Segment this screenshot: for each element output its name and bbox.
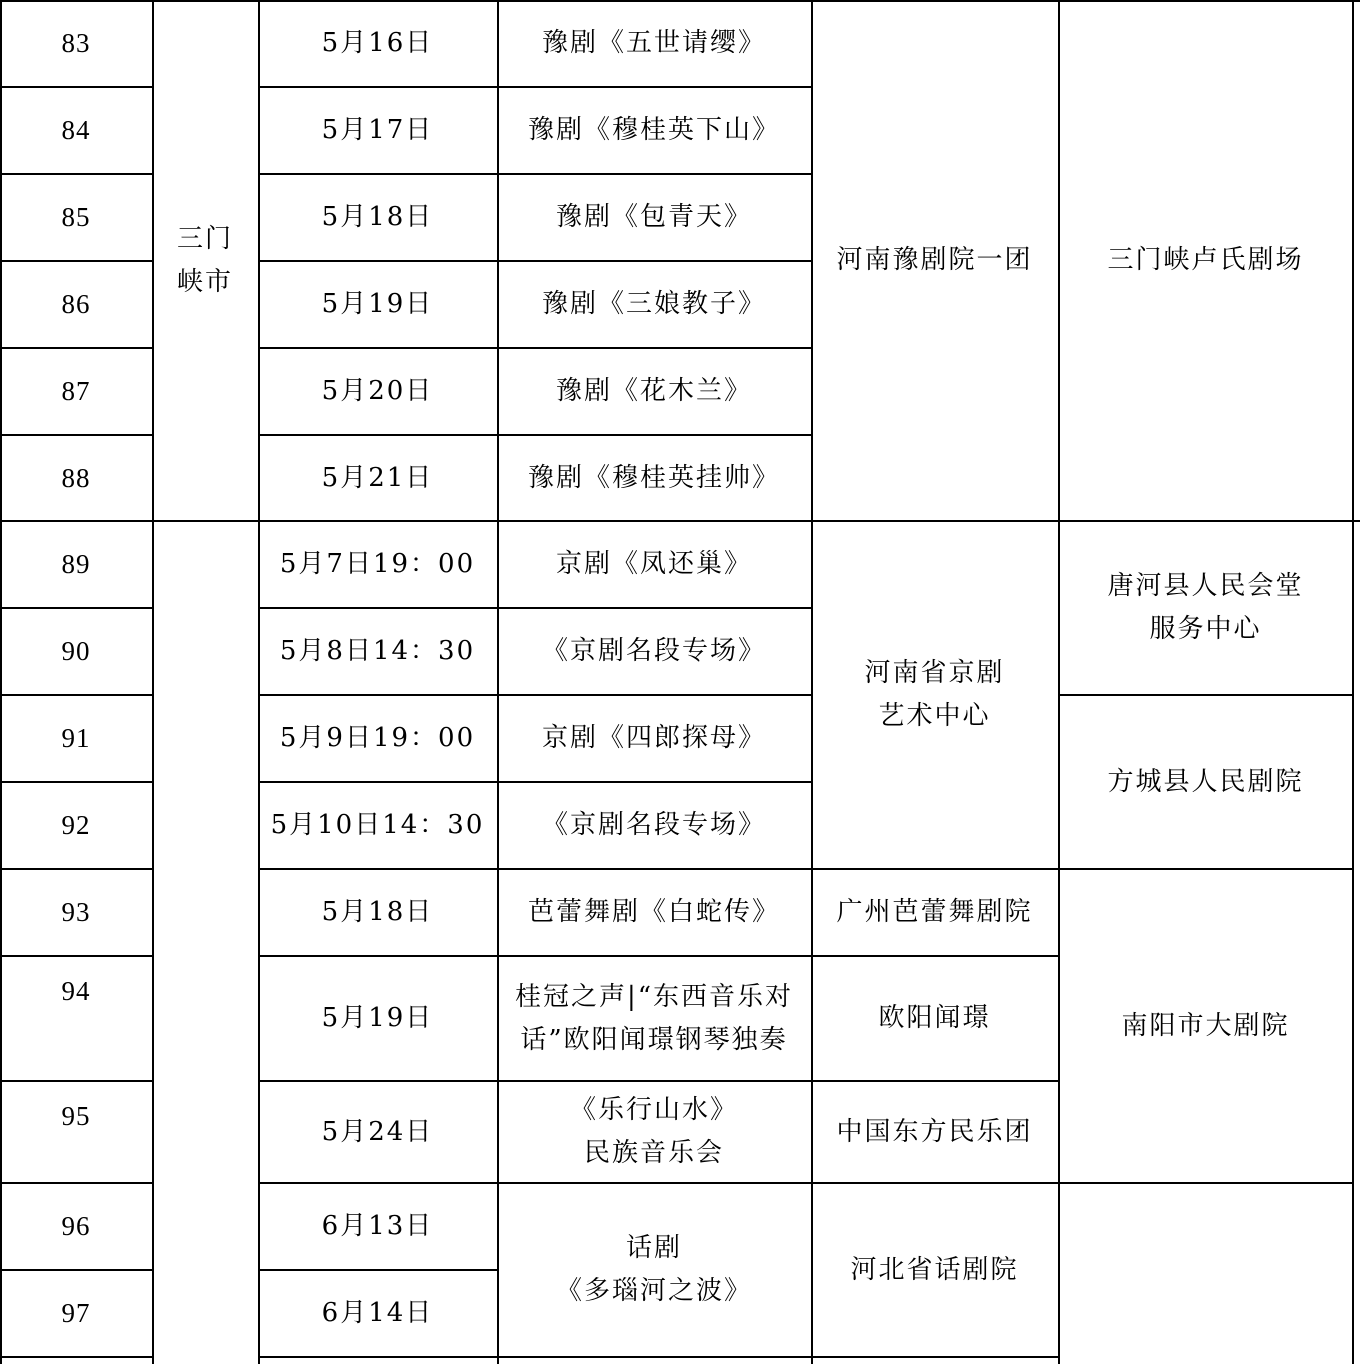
- row-date: 6月13日: [321, 1211, 434, 1241]
- row-border: [0, 1080, 152, 1082]
- troupe-cell: 欧阳闻璟: [878, 1003, 991, 1033]
- row-date: 5月9日19：00: [279, 723, 476, 753]
- program-cell: 话剧 《多瑙河之波》: [555, 1233, 752, 1306]
- row-date: 5月20日: [321, 376, 434, 406]
- row-program: 《乐行山水》 民族音乐会: [569, 1095, 738, 1168]
- row-border: [0, 520, 1360, 522]
- row-date: 5月10日14：30: [270, 810, 485, 840]
- row-program: 京剧《四郎探母》: [541, 723, 766, 753]
- row-number: 92: [61, 810, 91, 840]
- row-date: 5月18日: [321, 897, 434, 927]
- row-program: 桂冠之声|“东西音乐对 话”欧阳闻璟钢琴独奏: [514, 981, 794, 1055]
- row-border: [0, 955, 152, 957]
- row-number: 95: [61, 1101, 91, 1131]
- venue-cell: 三门峡卢氏剧场: [1107, 245, 1304, 275]
- venue-cell: 南阳市大剧院: [1121, 1010, 1290, 1041]
- row-date: 5月24日: [321, 1116, 434, 1147]
- row-program: 豫剧《穆桂英下山》: [527, 115, 780, 145]
- row-border: [258, 955, 1058, 957]
- row-date: 5月8日14：30: [279, 636, 476, 666]
- troupe-cell: 广州芭蕾舞剧院: [836, 897, 1033, 927]
- row-program: 京剧《凤还巢》: [555, 549, 752, 579]
- row-border: [258, 434, 811, 436]
- row-border: [258, 781, 811, 783]
- row-border: [258, 347, 811, 349]
- row-border: [0, 1182, 152, 1184]
- row-border: [258, 1182, 1353, 1184]
- row-border: [258, 694, 811, 696]
- row-number: 93: [61, 897, 91, 927]
- row-number: 85: [61, 202, 91, 232]
- row-date: 6月14日: [321, 1298, 434, 1328]
- troupe-cell: 河南省京剧 艺术中心: [864, 658, 1005, 731]
- column-border: [0, 0, 2, 1364]
- row-border: [258, 868, 1353, 870]
- row-program: 豫剧《包青天》: [555, 202, 752, 232]
- venue-cell: 方城县人民剧院: [1107, 766, 1304, 797]
- row-border: [0, 607, 152, 609]
- column-border: [152, 0, 154, 1364]
- row-date: 5月19日: [321, 1003, 434, 1033]
- troupe-cell: 河南豫剧院一团: [836, 245, 1033, 275]
- row-number: 90: [61, 636, 91, 666]
- row-number: 84: [61, 115, 91, 145]
- row-border: [0, 86, 152, 88]
- row-number: 83: [61, 28, 91, 58]
- row-program: 豫剧《五世请缨》: [541, 28, 766, 58]
- row-border: [0, 868, 152, 870]
- row-border: [258, 1356, 1058, 1358]
- column-border: [497, 0, 499, 1364]
- row-border: [0, 694, 152, 696]
- row-border: [0, 173, 152, 175]
- row-border: [0, 1356, 152, 1358]
- row-number: 86: [61, 289, 91, 319]
- column-border: [811, 0, 813, 1364]
- row-program: 豫剧《三娘教子》: [541, 289, 766, 319]
- troupe-cell: 河北省话剧院: [850, 1254, 1019, 1285]
- row-border: [1058, 694, 1353, 696]
- row-border: [0, 0, 1360, 2]
- row-border: [258, 607, 811, 609]
- row-border: [258, 173, 811, 175]
- row-program: 《京剧名段专场》: [541, 636, 766, 666]
- row-program: 豫剧《花木兰》: [555, 376, 752, 406]
- troupe-cell: 中国东方民乐团: [836, 1116, 1033, 1147]
- row-number: 88: [61, 462, 91, 493]
- row-border: [0, 781, 152, 783]
- row-program: 豫剧《穆桂英挂帅》: [527, 462, 780, 493]
- row-number: 94: [61, 976, 91, 1006]
- row-date: 5月18日: [321, 202, 434, 232]
- row-program: 《京剧名段专场》: [541, 810, 766, 840]
- column-border: [258, 0, 260, 1364]
- row-date: 5月16日: [321, 28, 434, 58]
- row-border: [258, 1080, 1058, 1082]
- row-border: [0, 1269, 152, 1271]
- column-border: [1352, 0, 1354, 1364]
- venue-cell: 唐河县人民会堂 服务中心: [1107, 571, 1304, 644]
- row-border: [0, 347, 152, 349]
- city-cell: 三门 峡市: [176, 223, 233, 297]
- row-program: 芭蕾舞剧《白蛇传》: [527, 897, 780, 927]
- row-date: 5月19日: [321, 289, 434, 319]
- row-number: 89: [61, 549, 91, 579]
- row-date: 5月21日: [321, 462, 434, 493]
- row-number: 96: [61, 1211, 91, 1241]
- row-date: 5月7日19：00: [279, 549, 476, 579]
- row-border: [258, 86, 811, 88]
- row-border: [258, 1269, 497, 1271]
- row-border: [0, 434, 152, 436]
- row-number: 97: [61, 1298, 91, 1328]
- column-border: [1058, 0, 1060, 1364]
- row-border: [0, 260, 152, 262]
- row-border: [258, 260, 811, 262]
- row-number: 91: [61, 723, 91, 753]
- row-number: 87: [61, 376, 91, 406]
- row-date: 5月17日: [321, 115, 434, 145]
